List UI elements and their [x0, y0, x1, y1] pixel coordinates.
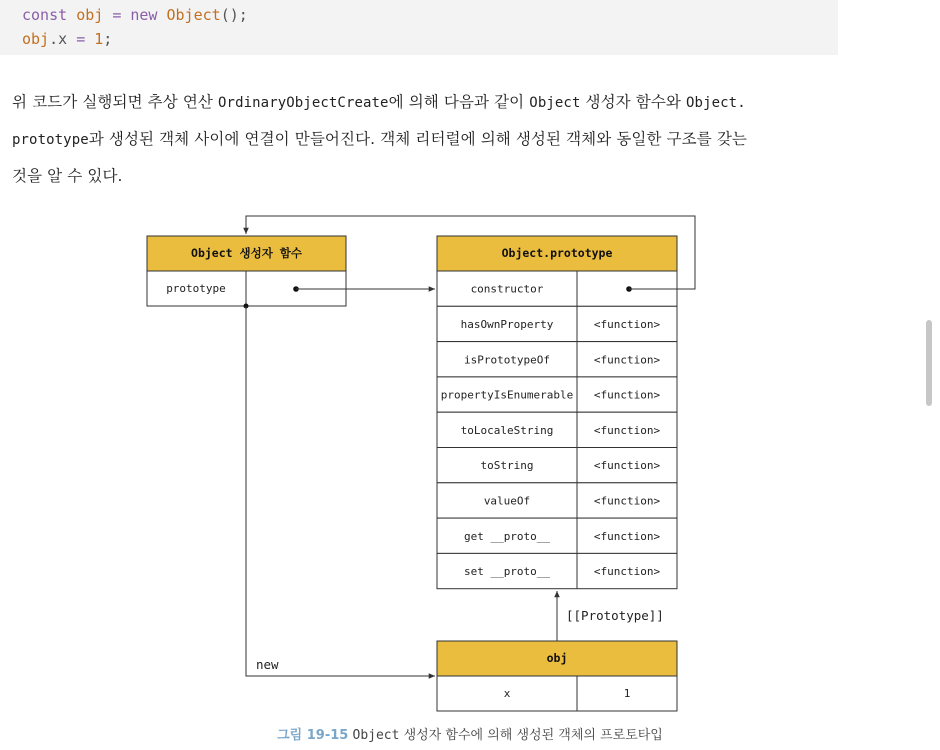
- code-token: 1: [94, 30, 104, 48]
- prototype-row-value: <function>: [593, 565, 661, 579]
- inline-code: Object: [529, 95, 581, 111]
- inline-code: OrdinaryObjectCreate: [218, 95, 389, 111]
- inline-code: Object.: [686, 95, 746, 111]
- inline-code: prototype: [12, 132, 89, 148]
- figure-number: 그림 19-15: [277, 728, 349, 743]
- figure-caption: [0, 724, 940, 743]
- code-token: =: [76, 30, 86, 48]
- prototype-row-value: <function>: [593, 529, 661, 543]
- text: 과 생성된 객체 사이에 연결이 만들어진다. 객체 리터럴에 의해 생성된 객체와 동일한 구조를 갖는: [88, 130, 747, 148]
- prototype-row-key: toString: [480, 459, 534, 473]
- prototype-row-key: valueOf: [483, 494, 531, 508]
- prototype-row-key: isPrototypeOf: [463, 353, 551, 367]
- obj-row: [437, 676, 677, 711]
- code-token: const: [22, 6, 68, 24]
- constructor-title: Object 생성자 함수: [191, 246, 302, 260]
- code-token: ();: [220, 6, 248, 24]
- code-token: obj: [76, 6, 104, 24]
- prototype-row-value: <function>: [593, 317, 661, 331]
- prototype-row-value: <function>: [593, 423, 661, 437]
- new-arrow: [246, 306, 435, 676]
- scrollbar-thumb[interactable]: [926, 320, 932, 406]
- prototype-row-key: propertyIsEnumerable: [440, 388, 574, 402]
- text: 에 의해 다음과 같이: [388, 93, 530, 111]
- prototype-row-key: hasOwnProperty: [460, 317, 554, 331]
- text: 것을 알 수 있다.: [12, 167, 123, 185]
- text: 생성자 함수와: [580, 93, 687, 111]
- prototype-title: Object.prototype: [501, 246, 613, 260]
- obj-box: [437, 641, 677, 711]
- prototype-rows: [437, 271, 677, 589]
- text: 위 코드가 실행되면 추상 연산: [12, 93, 219, 111]
- prototype-row-key: set __proto__: [463, 565, 551, 579]
- caption-text: 생성자 함수에 의해 생성된 객체의 프로토타입: [399, 728, 663, 743]
- constructor-prototype-key: prototype: [166, 282, 226, 295]
- code-token: .x: [49, 30, 68, 48]
- prototype-row-key: get __proto__: [463, 529, 551, 543]
- prototype-row-value: <function>: [593, 494, 661, 508]
- new-label: new: [256, 657, 279, 672]
- code-token: Object: [166, 6, 221, 24]
- code-token: new: [130, 6, 158, 24]
- prototype-row-value: <function>: [593, 353, 661, 367]
- code-token: obj: [22, 30, 50, 48]
- obj-title: obj: [546, 651, 568, 665]
- caption-code: Object: [352, 728, 400, 743]
- obj-row-key: x: [503, 687, 511, 700]
- prototype-row-key: constructor: [470, 282, 544, 296]
- obj-row-value: 1: [623, 687, 631, 700]
- code-token: ;: [103, 30, 113, 48]
- constructor-box: [147, 236, 346, 306]
- internal-prototype-label: [[Prototype]]: [566, 608, 664, 623]
- prototype-row-value: <function>: [593, 388, 661, 402]
- prototype-row-key: toLocaleString: [460, 423, 554, 437]
- code-token: =: [112, 6, 122, 24]
- prototype-row-value: <function>: [593, 459, 661, 473]
